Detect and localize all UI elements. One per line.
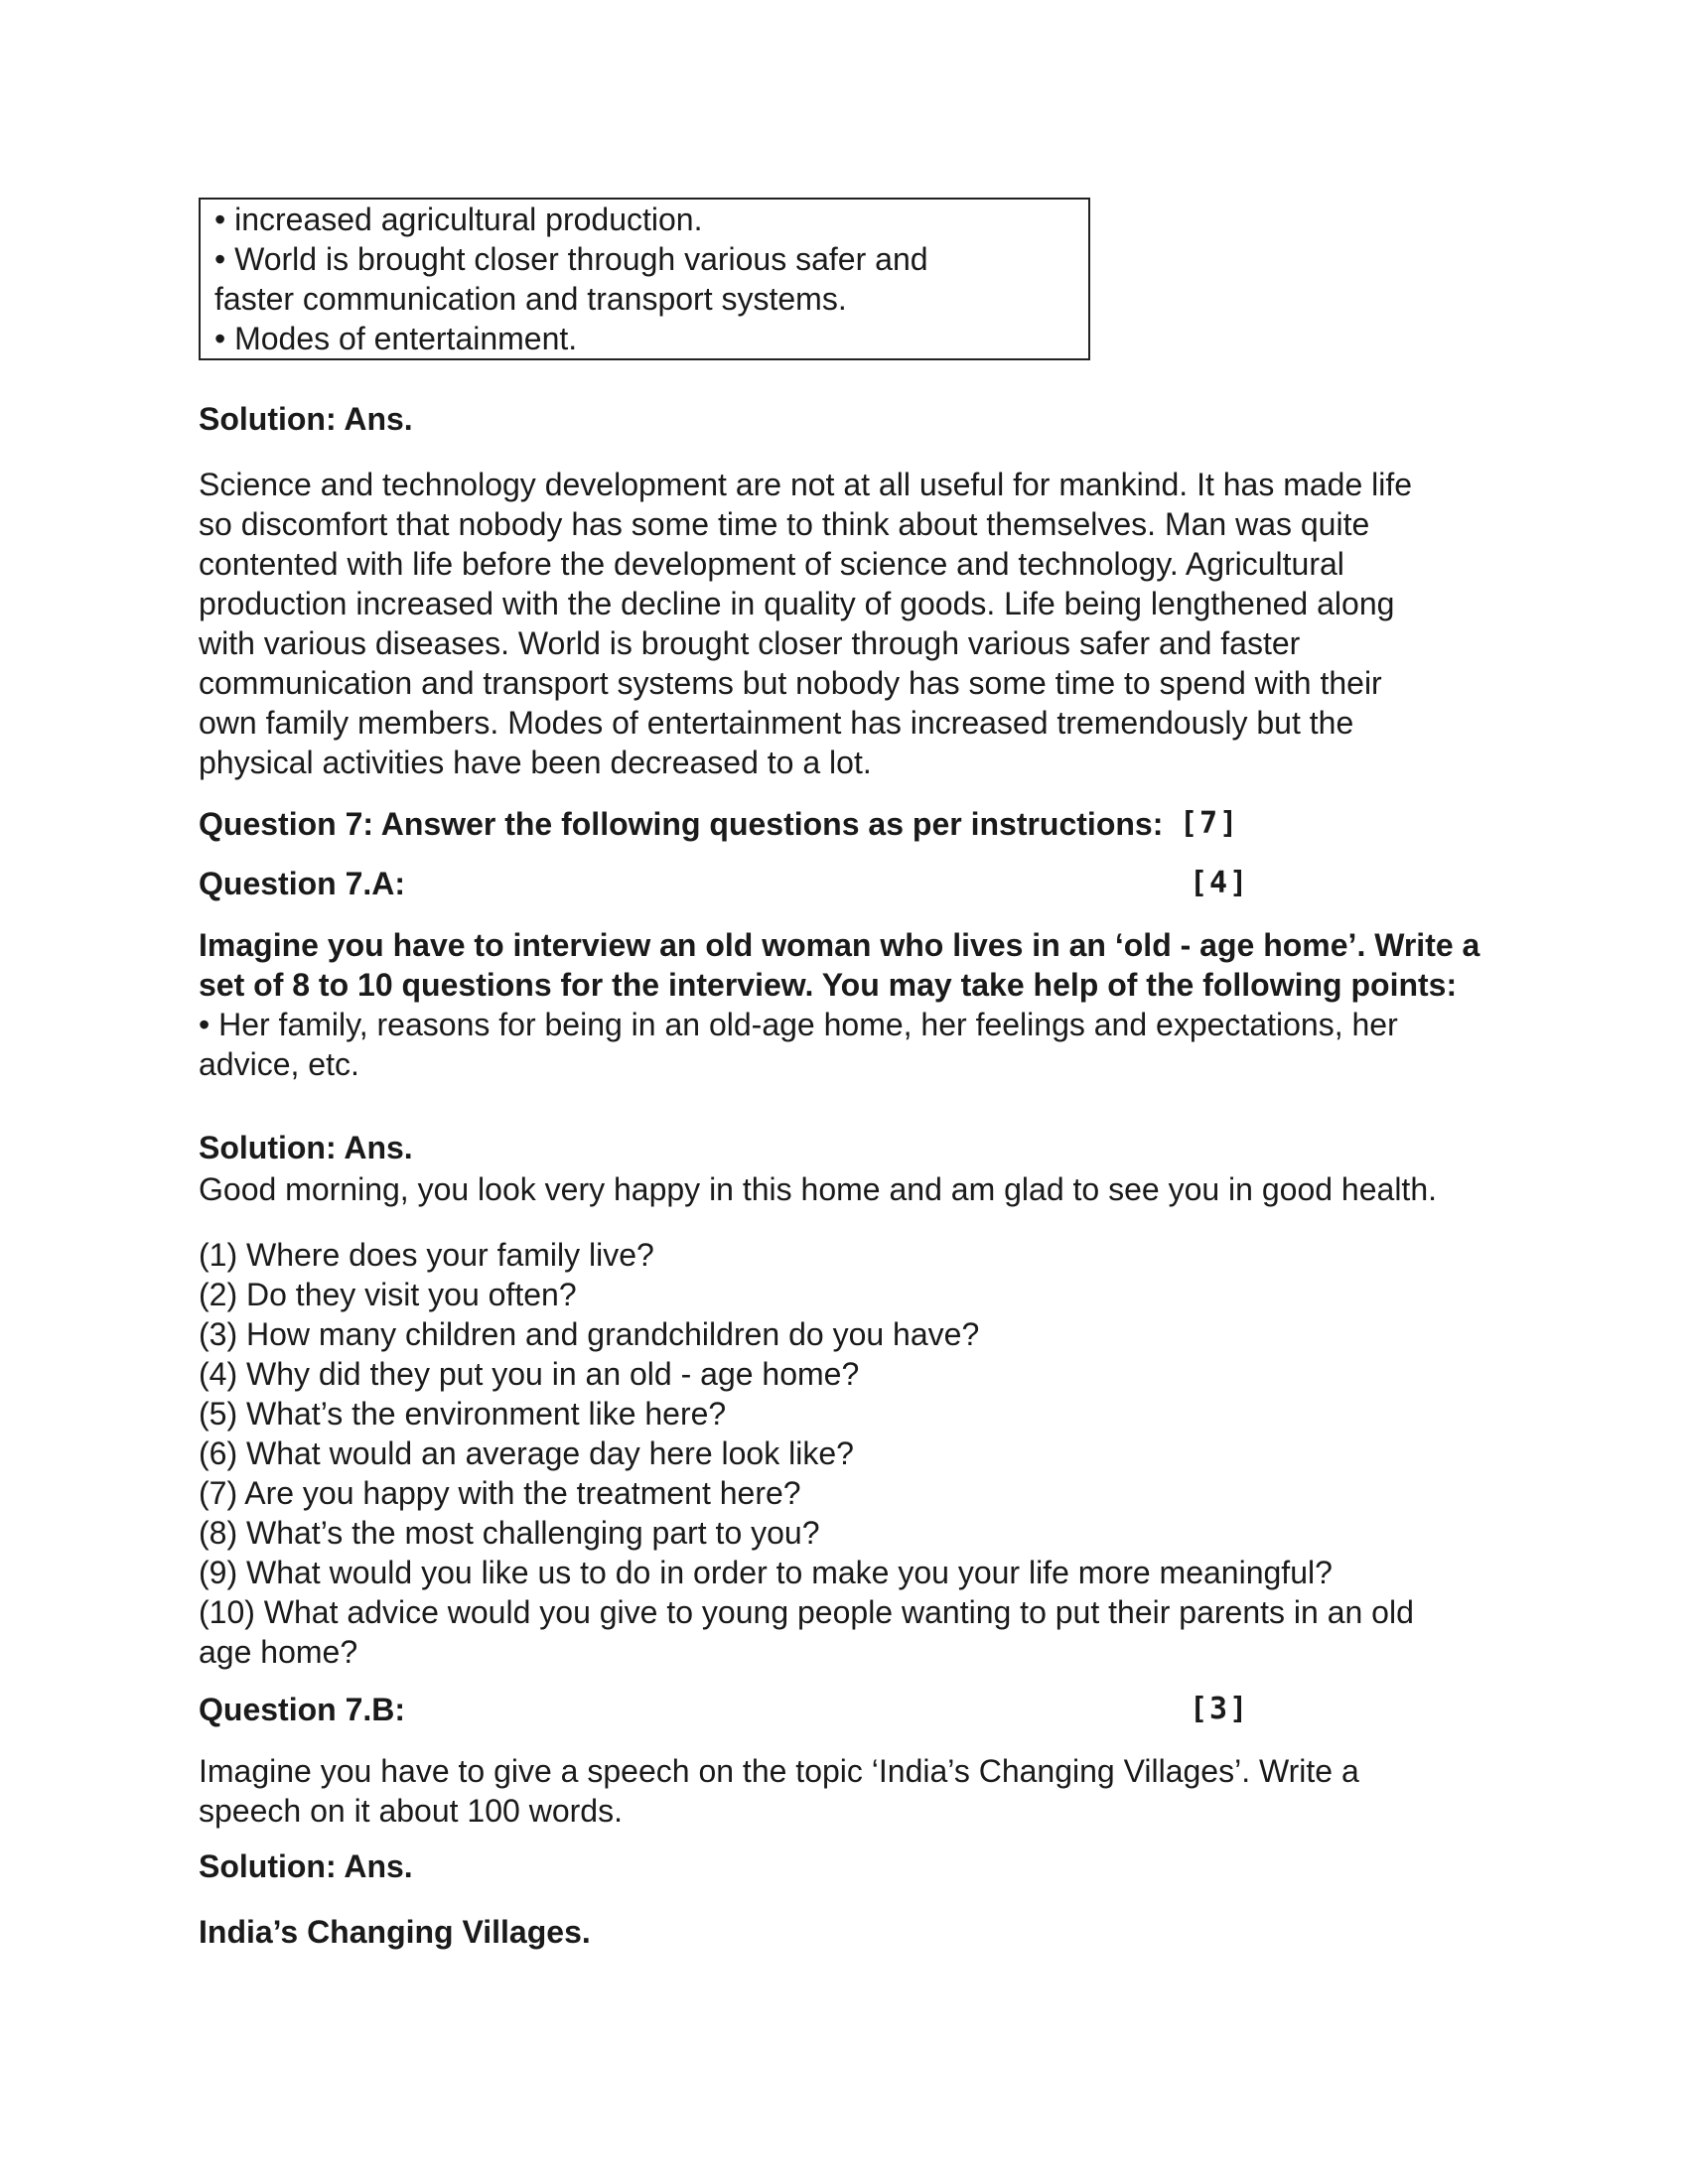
essay-line: Science and technology development are not at all useful for mankind. It has made life (199, 467, 1413, 502)
question-7a-marks: [4] (1190, 866, 1250, 900)
prompt-line: Imagine you have to interview an old woman who lives in an ‘old - age home’. Write a (199, 927, 1480, 963)
list-item: (2) Do they visit you often? (199, 1277, 577, 1312)
box-line: • World is brought closer through various safer and (214, 241, 928, 277)
essay-line: with various diseases. World is brought closer through various safer and faster (199, 625, 1301, 661)
list-item: (4) Why did they put you in an old - age home? (199, 1356, 860, 1392)
essay-line: communication and transport systems but nobody has some time to spend with their (199, 665, 1382, 701)
list-item: (5) What’s the environment like here? (199, 1396, 727, 1432)
solution-label: Solution: Ans. (199, 1130, 413, 1165)
solution-label: Solution: Ans. (199, 1848, 413, 1884)
list-item: (10) What advice would you give to young people wanting to put their parents in an old (199, 1594, 1414, 1630)
question-7b-marks: [3] (1190, 1692, 1250, 1726)
bullet-box (199, 198, 1090, 360)
essay-paragraph (199, 465, 1489, 782)
essay-line: production increased with the decline in quality of goods. Life being lengthened along (199, 586, 1395, 621)
prompt-line: Imagine you have to give a speech on the topic ‘India’s Changing Villages’. Write a (199, 1753, 1359, 1789)
question-7b-title: Question 7.B: (199, 1692, 406, 1727)
points-line: • Her family, reasons for being in an old-age home, her feelings and expectations, her (199, 1007, 1398, 1042)
prompt-line: speech on it about 100 words. (199, 1793, 623, 1829)
essay-line: so discomfort that nobody has some time to think about themselves. Man was quite (199, 506, 1370, 542)
list-item: (7) Are you happy with the treatment here? (199, 1475, 801, 1511)
list-item: (6) What would an average day here look like? (199, 1435, 854, 1471)
prompt-line: set of 8 to 10 questions for the interview. You may take help of the following points: (199, 967, 1458, 1003)
question-7a-prompt (199, 925, 1489, 1084)
question-7a-title: Question 7.A: (199, 866, 406, 901)
list-item: (1) Where does your family live? (199, 1237, 654, 1273)
box-line: • Modes of entertainment. (214, 321, 578, 356)
list-item: (8) What’s the most challenging part to you? (199, 1515, 820, 1551)
solution-label: Solution: Ans. (199, 401, 413, 437)
list-item: (3) How many children and grandchildren do you have? (199, 1316, 980, 1352)
box-line: faster communication and transport systems. (214, 281, 847, 317)
box-line: • increased agricultural production. (214, 202, 703, 237)
interview-questions-list (199, 1235, 1489, 1672)
essay-line: own family members. Modes of entertainment has increased tremendously but the (199, 705, 1354, 741)
speech-title: India’s Changing Villages. (199, 1914, 591, 1950)
list-item: age home? (199, 1634, 358, 1670)
question-7b-prompt (199, 1751, 1489, 1831)
question-7-title: Question 7: Answer the following questions as per instructions: (199, 806, 1164, 842)
question-7-marks: [7] (1180, 806, 1240, 841)
essay-line: physical activities have been decreased to a lot. (199, 745, 872, 780)
interview-greeting: Good morning, you look very happy in this home and am glad to see you in good health. (199, 1171, 1437, 1207)
points-line: advice, etc. (199, 1046, 359, 1082)
list-item: (9) What would you like us to do in order to make you your life more meaningful? (199, 1555, 1333, 1590)
essay-line: contented with life before the development of science and technology. Agricultural (199, 546, 1344, 582)
